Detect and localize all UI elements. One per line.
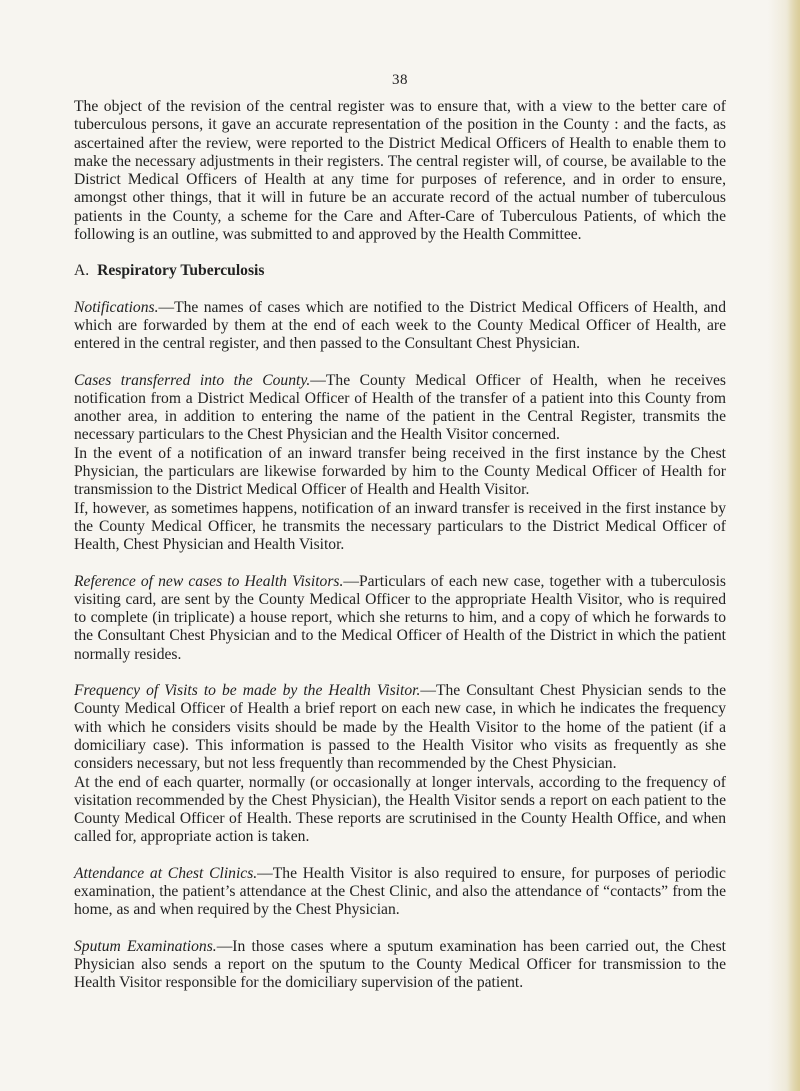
attendance-heading: Attendance at Chest Clinics.: [74, 864, 258, 882]
sputum-paragraph: [74, 938, 726, 993]
section-letter: A.: [74, 262, 90, 280]
attendance-text: —The Health Visitor is also required to ensure, for purposes of periodic examination, the patient’s attendance at the Chest Clinic, and also the attendance of “contacts” from the home, as and when required by the Chest Physician.: [74, 864, 726, 919]
transferred-text: —The County Medical Officer of Health, when he receives notification from a District Medical Officer of Health of the transfer of a patient into this County from another area, in addition to entering the name of the patient in the Central Register, transmits the necessary particulars to the Chest Physician and the Health Visitor concerned.: [74, 371, 726, 444]
reference-paragraph: [74, 573, 726, 664]
sputum-text: —In those cases where a sputum examination has been carried out, the Chest Physician also sends a report on the sputum to the County Medical Officer for transmission to the Health Visitor responsible for the domiciliary supervision of the patient.: [74, 937, 726, 992]
attendance-paragraph: [74, 865, 726, 920]
transferred-paragraph: [74, 372, 726, 445]
notifications-text: —The names of cases which are notified to the District Medical Officers of Health, and which are forwarded by them at the end of each week to the County Medical Officer of Health, are entered in the central register, and then passed to the Consultant Chest Physician.: [74, 298, 726, 353]
frequency-paragraph-2: At the end of each quarter, normally (or occasionally at longer intervals, according to the frequency of visitation recommended by the Chest Physician), the Health Visitor sends a report on each patient to the County Medical Officer of Health. These reports are scrutinised in the County Health Office, and when called for, appropriate action is taken.: [74, 773, 726, 846]
notifications-paragraph: [74, 299, 726, 354]
reference-text: —Particulars of each new case, together with a tuberculosis visiting card, are sent by the County Medical Officer to the appropriate Health Visitor, who is required to complete (in triplicate) a house report, which she returns to him, and a copy of which he forwards to the Consultant Chest Physician and to the Medical Officer of Health of the District in which the patient normally resides.: [74, 572, 726, 663]
body-text: [74, 98, 726, 992]
sputum-heading: Sputum Examinations.: [74, 937, 217, 955]
page-edge-shadow: [786, 0, 800, 1091]
section-heading: [74, 262, 726, 280]
reference-heading: Reference of new cases to Health Visitors.: [74, 572, 344, 590]
intro-paragraph: The object of the revision of the central register was to ensure that, with a view to the better care of tuberculous persons, it gave an accurate representation of the position in the County : and the facts, as ascertained after the review, were reported to the District Medical Officers of Health to enable them to make the necessary adjustments in their registers. The central register will, of course, be available to the District Medical Officers of Health at any time for purposes of reference, and in order to ensure, amongst other things, that it will in future be an accurate record of the actual number of tuberculous patients in the County, a scheme for the Care and After-Care of Tuberculous Patients, of which the following is an outline, was submitted to and approved by the Health Committee.: [74, 98, 726, 244]
transferred-paragraph-2: In the event of a notification of an inward transfer being received in the first instance by the Chest Physician, the particulars are likewise forwarded by him to the County Medical Officer of Health for transmission to the District Medical Officer of Health and Health Visitor.: [74, 444, 726, 499]
page-number: 38: [392, 72, 408, 88]
section-title: Respiratory Tuberculosis: [97, 262, 265, 280]
transferred-heading: Cases transferred into the County.: [74, 371, 311, 389]
transferred-paragraph-3: If, however, as sometimes happens, notification of an inward transfer is received in the first instance by the County Medical Officer, he transmits the necessary particulars to the District Medical Officer of Health, Chest Physician and Health Visitor.: [74, 499, 726, 554]
frequency-paragraph: [74, 682, 726, 773]
frequency-heading: Frequency of Visits to be made by the Health Visitor.: [74, 682, 421, 700]
notifications-heading: Notifications.: [74, 298, 159, 316]
frequency-text: —The Consultant Chest Physician sends to the County Medical Officer of Health a brief report on each new case, in which he indicates the frequency with which he considers visits should be made by the Health Visitor to the home of the patient (if a domiciliary case). This information is passed to the Health Visitor who visits as frequently as she considers necessary, but not less frequently than recommended by the Chest Physician.: [74, 682, 727, 773]
